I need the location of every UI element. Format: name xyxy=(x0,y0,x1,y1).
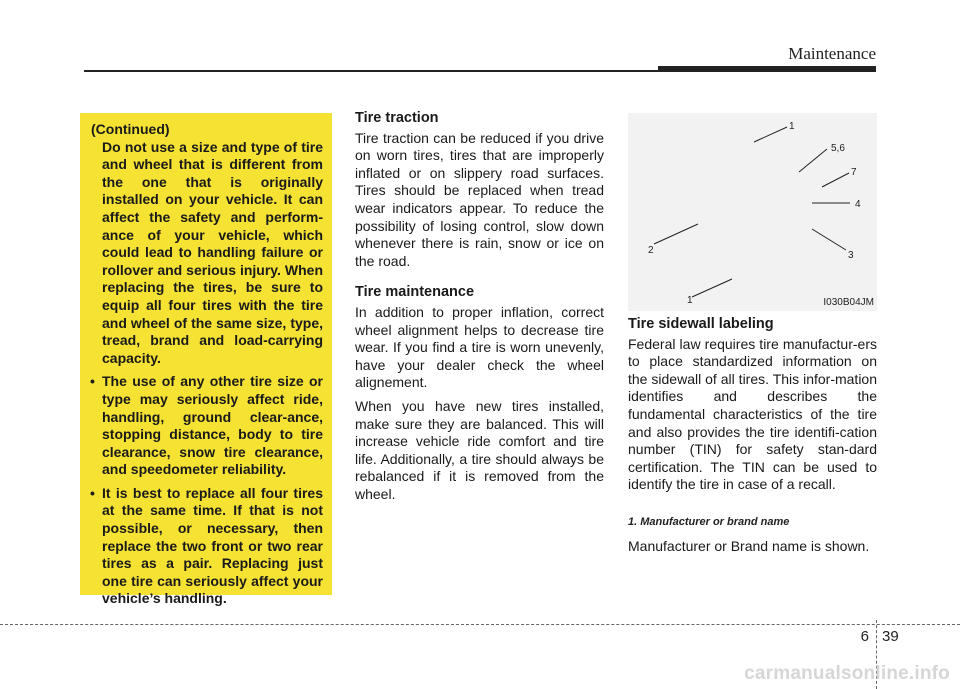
callout-line xyxy=(654,224,698,244)
callout-label: 4 xyxy=(855,199,861,210)
callout-label: 1 xyxy=(687,295,693,306)
traction-heading: Tire traction xyxy=(355,110,439,126)
figure-code: I030B04JM xyxy=(823,297,874,308)
section-title: Maintenance xyxy=(788,44,876,63)
bullet-dot-icon: • xyxy=(90,484,95,501)
header-rule xyxy=(84,70,660,72)
callout-line xyxy=(812,229,846,250)
callout-label: 2 xyxy=(648,245,654,256)
callout-label: 5,6 xyxy=(831,143,845,154)
caution-bullet xyxy=(90,373,323,479)
maintenance-body-2: When you have new tires installed, make sure they are balanced. This will increase vehicle ride comfort and tire life. Additionally, a tire should always be rebalanced if it is removed from the wheel. xyxy=(355,397,604,502)
footer-rule xyxy=(0,624,960,625)
sidewall-subbody: Manufacturer or Brand name is shown. xyxy=(628,537,870,554)
sidewall-body: Federal law requires tire manufactur-ers to place standardized information on the sidewall of all tires. This infor-mation identifies and describes the fundamental characteristics of the tire and also provides the tire identifi-cation number (TIN) for safety stan-dard certification. The TIN can be used to identify the tire in case of a recall. xyxy=(628,335,877,493)
callout-line xyxy=(754,127,787,142)
callout-label: 3 xyxy=(848,250,854,261)
sidewall-column xyxy=(628,316,877,555)
header-rule-accent xyxy=(658,66,876,72)
bullet-dot-icon: • xyxy=(90,373,95,390)
sidewall-subheading: 1. Manufacturer or brand name xyxy=(628,515,790,528)
page-number: 39 xyxy=(882,628,899,645)
tire-diagram xyxy=(628,113,877,311)
caution-box xyxy=(80,113,332,607)
watermark: carmanualsonline.info xyxy=(744,663,950,684)
traction-body: Tire traction can be reduced if you drive on worn tires, tires that are improperly inflated or on slippery road surfaces. Tires should be replaced when tread wear indicators appear. To reduce the possibility of losing control, slow down whenever there is rain, snow or ice on the road. xyxy=(355,129,604,269)
callout-label: 7 xyxy=(851,167,857,178)
callout-label: 1 xyxy=(789,121,795,132)
tire-sidewall-figure xyxy=(628,113,877,311)
caution-continued-label: (Continued) xyxy=(91,121,170,137)
caution-intro: Do not use a size and type of tire and wheel that is different from the one that is originally installed on your vehicle. It can affect the safety and perform-ance of your vehicle, which could lead to handling failure or rollover and serious injury. When replacing the tires, be sure to equip all four tires with the tire and wheel of the same size, type, tread, brand and load-carrying capacity. xyxy=(102,138,323,366)
tire-care-column xyxy=(355,110,604,503)
maintenance-body-1: In addition to proper inflation, correct wheel alignment helps to decrease tire wear. If you find a tire is worn unevenly, have your dealer check the wheel alignement. xyxy=(355,303,604,391)
caution-bullet-text: It is best to replace all four tires at the same time. If that is not possible, or necessary, then replace the two front or two rear tires as a pair. Replacing just one tire can seriously affect your vehicle’s handling. xyxy=(102,484,323,607)
caution-bullet xyxy=(90,485,323,608)
callout-line xyxy=(799,149,827,172)
maintenance-heading: Tire maintenance xyxy=(355,284,475,301)
sidewall-heading: Tire sidewall labeling xyxy=(628,316,774,332)
chapter-number: 6 xyxy=(860,628,869,645)
callout-line xyxy=(822,173,849,187)
callout-line xyxy=(692,279,732,297)
caution-bullet-text: The use of any other tire size or type may seriously affect ride, handling, ground clear-ance, stopping distance, body to tire clearance, snow tire clearance, and speedometer reliability. xyxy=(102,373,323,478)
